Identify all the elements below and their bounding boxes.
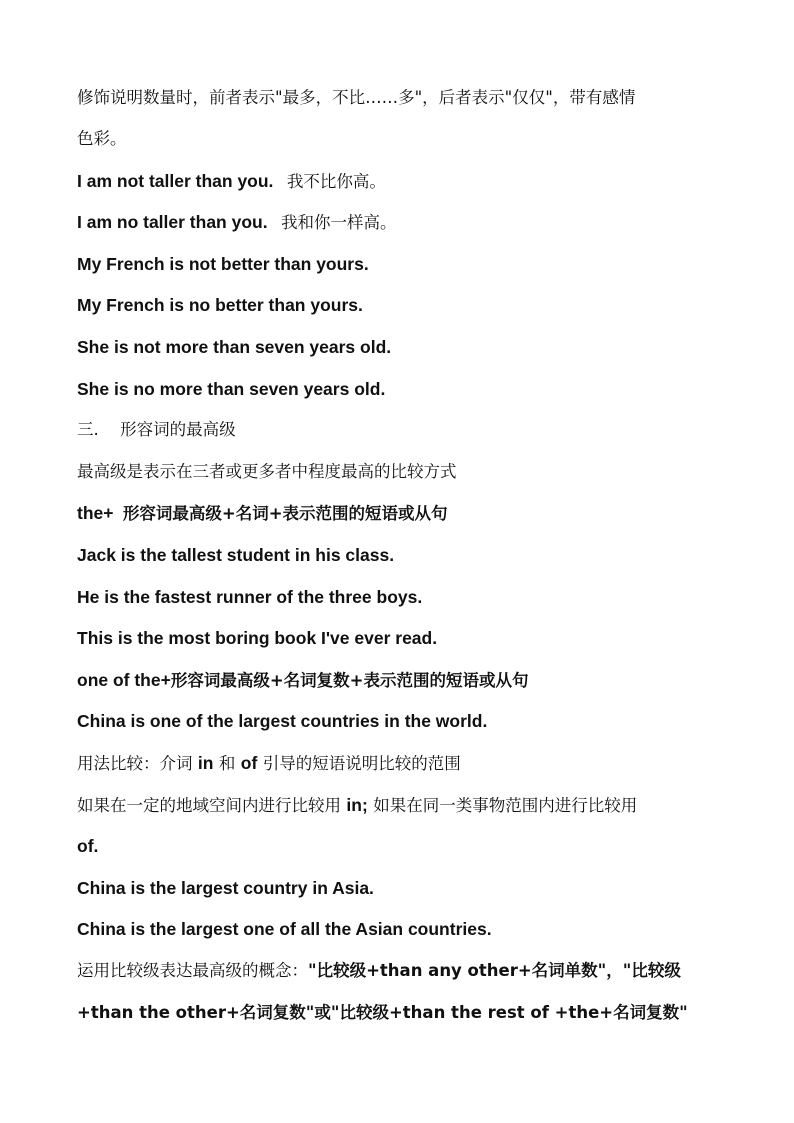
- paragraph-text: 运用比较级表达最高级的概念：: [77, 961, 308, 980]
- english-sentence: China is the largest one of all the Asian countries.: [77, 919, 492, 939]
- preposition-of: of: [240, 753, 258, 773]
- section-title: 形容词的最高级: [120, 420, 236, 439]
- section-heading: [77, 419, 236, 441]
- example-sentence-3: [77, 253, 369, 276]
- formula-prefix: the+: [77, 503, 114, 523]
- english-sentence: My French is not better than yours.: [77, 254, 369, 274]
- example-sentence-4: [77, 294, 363, 317]
- paragraph-text: 引导的短语说明比较的范围: [262, 754, 461, 773]
- example-sentence-8: [77, 586, 422, 609]
- example-sentence-6: [77, 378, 385, 401]
- chinese-translation: 我不比你高。: [286, 172, 386, 191]
- paragraph-text: 色彩。: [77, 129, 127, 148]
- formula-text: +than the other+名词复数"或"比较级+than the rest of +the+名词复数": [77, 1003, 688, 1022]
- comparative-as-superlative-line-2: [77, 1002, 688, 1024]
- english-sentence: I am not taller than you.: [77, 171, 274, 191]
- formula-text: "比较级+than any other+名词单数"，"比较级: [308, 961, 681, 980]
- comparative-as-superlative-line-1: [77, 960, 681, 982]
- paragraph-text: 用法比较：介词: [77, 754, 193, 773]
- example-sentence-5: [77, 336, 391, 359]
- english-sentence: He is the fastest runner of the three boys.: [77, 587, 423, 607]
- text-line-2: [77, 128, 127, 150]
- formula-prefix: one of the+: [77, 670, 171, 690]
- paragraph-text: 和: [218, 754, 236, 773]
- example-sentence-10: [77, 710, 487, 733]
- formula-line-1: [77, 502, 448, 525]
- example-sentence-11: [77, 877, 374, 900]
- paragraph-text: 如果在同一类事物范围内进行比较用: [373, 796, 638, 815]
- english-sentence: I am no taller than you.: [77, 212, 268, 232]
- paragraph-text: 最高级是表示在三者或更多者中程度最高的比较方式: [77, 462, 457, 481]
- paragraph-text: 如果在一定的地域空间内进行比较用: [77, 796, 341, 815]
- english-sentence: China is the largest country in Asia.: [77, 878, 374, 898]
- english-sentence: This is the most boring book I've ever read.: [77, 628, 438, 648]
- example-sentence-2: [77, 211, 397, 234]
- preposition-in: in: [197, 753, 214, 773]
- formula-text: 形容词最高级+名词复数+表示范围的短语或从句: [170, 671, 529, 690]
- english-sentence: My French is no better than yours.: [77, 295, 363, 315]
- preposition-of: of.: [77, 836, 99, 856]
- paragraph-text: 修饰说明数量时，前者表示"最多，不比……多"，后者表示"仅仅"，带有感情: [77, 88, 636, 107]
- definition-text: [77, 461, 457, 483]
- example-sentence-7: [77, 544, 394, 567]
- chinese-translation: 我和你一样高。: [281, 213, 397, 232]
- preposition-in: in;: [346, 795, 368, 815]
- english-sentence: She is no more than seven years old.: [77, 379, 386, 399]
- example-sentence-9: [77, 627, 437, 650]
- section-number: 三.: [77, 420, 99, 439]
- usage-rule-line: [77, 794, 637, 817]
- english-sentence: China is one of the largest countries in the world.: [77, 711, 488, 731]
- text-line-1: [77, 87, 635, 109]
- english-sentence: She is not more than seven years old.: [77, 337, 392, 357]
- example-sentence-1: [77, 170, 386, 193]
- formula-line-2: [77, 669, 528, 692]
- english-sentence: Jack is the tallest student in his class.: [77, 545, 395, 565]
- example-sentence-12: [77, 918, 492, 941]
- formula-text: 形容词最高级+名词+表示范围的短语或从句: [122, 504, 448, 523]
- usage-rule-continuation: [77, 835, 98, 858]
- usage-comparison-line: [77, 752, 461, 775]
